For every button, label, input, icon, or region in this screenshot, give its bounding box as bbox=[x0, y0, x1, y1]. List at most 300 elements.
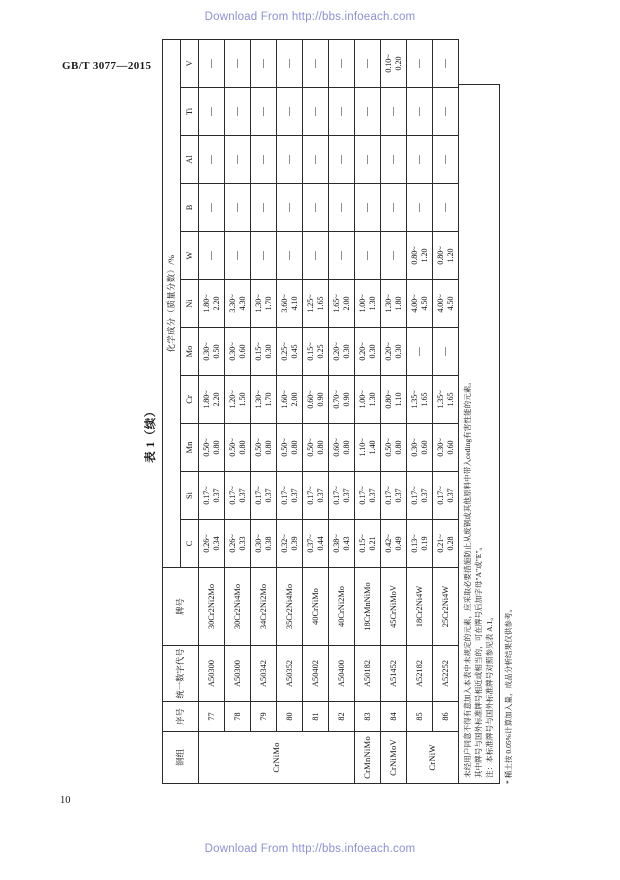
value-range-part: 0.30 bbox=[393, 344, 403, 359]
cell-steel-grade: 18Cr2Ni4W bbox=[407, 568, 433, 646]
table-body bbox=[199, 39, 459, 783]
header-element-cr: Cr bbox=[181, 376, 199, 424]
cell-element-ti bbox=[355, 88, 381, 136]
cell-element-cr bbox=[225, 376, 251, 424]
value-not-specified: — bbox=[232, 58, 243, 68]
cell-element-c bbox=[303, 520, 329, 568]
cell-element-ni bbox=[407, 280, 433, 328]
value-range-part: 0.15~ bbox=[254, 342, 264, 361]
value-range-part: 0.80 bbox=[393, 440, 403, 455]
value-range-part: 0.70~ bbox=[332, 390, 342, 409]
value-range-part: 0.17~ bbox=[410, 486, 420, 505]
value-not-specified: — bbox=[206, 58, 217, 68]
cell-element-mn bbox=[199, 424, 225, 472]
value-range-part: 0.37 bbox=[237, 488, 247, 503]
value-range-part: 0.30~ bbox=[202, 342, 212, 361]
cell-unified-code: A50300 bbox=[199, 646, 225, 702]
footnote-star: * 稀土按 0.05%计算加入量，成品分析结果仅供参考。 bbox=[504, 604, 513, 784]
cell-unified-code: A50402 bbox=[303, 646, 329, 702]
cell-element-w bbox=[277, 232, 303, 280]
value-range-part: 0.37 bbox=[289, 488, 299, 503]
value-not-specified: — bbox=[206, 155, 217, 164]
table-row bbox=[433, 39, 459, 783]
cell-element-mn bbox=[407, 424, 433, 472]
value-not-specified: — bbox=[336, 107, 347, 116]
cell-element-si bbox=[303, 472, 329, 520]
value-range-part: 0.30~ bbox=[410, 438, 420, 457]
value-range-part: 1.65 bbox=[445, 392, 455, 407]
value-range-part: 4.50 bbox=[419, 296, 429, 311]
header-element-b: B bbox=[181, 184, 199, 232]
value-range-part: 0.50 bbox=[211, 344, 221, 359]
value-range-part: 0.21 bbox=[367, 536, 377, 551]
watermark-bottom: Download From http://bbs.infoeach.com bbox=[204, 843, 416, 855]
value-not-specified: — bbox=[284, 155, 295, 164]
value-not-specified: — bbox=[362, 58, 373, 68]
cell-element-ti bbox=[433, 88, 459, 136]
cell-element-ti bbox=[407, 88, 433, 136]
value-range-part: 0.17~ bbox=[332, 486, 342, 505]
cell-steel-grade: 25Cr2Ni4W bbox=[433, 568, 459, 646]
value-range-part: 4.10 bbox=[289, 296, 299, 311]
cell-element-v bbox=[251, 39, 277, 87]
value-range-part: 0.90 bbox=[341, 392, 351, 407]
cell-sequence-number: 83 bbox=[355, 702, 381, 732]
value-range-part: 0.60 bbox=[445, 440, 455, 455]
cell-element-cr bbox=[251, 376, 277, 424]
value-range-part: 0.17~ bbox=[436, 486, 446, 505]
table-row bbox=[381, 39, 407, 783]
value-range-part: 0.50~ bbox=[306, 438, 316, 457]
cell-unified-code: A50182 bbox=[355, 646, 381, 702]
cell-element-c bbox=[407, 520, 433, 568]
cell-element-mo bbox=[407, 328, 433, 376]
value-range-part: 2.00 bbox=[289, 392, 299, 407]
cell-steel-grade: 40CrNiMo bbox=[303, 568, 329, 646]
value-range-part: 0.15~ bbox=[358, 534, 368, 553]
cell-element-cr bbox=[355, 376, 381, 424]
cell-element-cr bbox=[303, 376, 329, 424]
cell-element-ti bbox=[303, 88, 329, 136]
cell-steel-group: CrNiMoV bbox=[381, 732, 407, 784]
value-range-part: 1.00~ bbox=[358, 294, 368, 313]
value-range-part: 4.30 bbox=[237, 296, 247, 311]
cell-element-b bbox=[303, 184, 329, 232]
table-row bbox=[277, 39, 303, 783]
value-range-part: 3.60~ bbox=[280, 294, 290, 313]
value-range-part: 1.30~ bbox=[384, 294, 394, 313]
cell-element-ti bbox=[199, 88, 225, 136]
value-not-specified: — bbox=[362, 251, 373, 260]
value-range-part: 0.30 bbox=[341, 344, 351, 359]
value-range-part: 1.20 bbox=[419, 248, 429, 263]
table-row bbox=[199, 39, 225, 783]
cell-element-ni bbox=[303, 280, 329, 328]
header-element-w: W bbox=[181, 232, 199, 280]
value-range-part: 0.10~ bbox=[384, 54, 394, 73]
value-range-part: 0.21~ bbox=[436, 534, 446, 553]
rotated-table-stage bbox=[142, 54, 562, 784]
header-element-ni: Ni bbox=[181, 280, 199, 328]
cell-sequence-number: 82 bbox=[329, 702, 355, 732]
value-not-specified: — bbox=[232, 251, 243, 260]
value-range-part: 0.37 bbox=[263, 488, 273, 503]
value-range-part: 0.15~ bbox=[306, 342, 316, 361]
value-range-part: 1.20~ bbox=[228, 390, 238, 409]
value-range-part: 1.80 bbox=[393, 296, 403, 311]
cell-element-v bbox=[407, 39, 433, 87]
value-range-part: 1.10~ bbox=[358, 438, 368, 457]
value-range-part: 1.25~ bbox=[306, 294, 316, 313]
cell-element-si bbox=[355, 472, 381, 520]
cell-element-w bbox=[199, 232, 225, 280]
header-element-si: Si bbox=[181, 472, 199, 520]
cell-element-mn bbox=[277, 424, 303, 472]
value-not-specified: — bbox=[388, 155, 399, 164]
cell-element-w bbox=[355, 232, 381, 280]
table-note: 注：本标准牌号与国外标准牌号对照参见表 A.1。 bbox=[485, 613, 494, 778]
cell-element-al bbox=[329, 136, 355, 184]
cell-steel-grade: 30Cr2Ni4Mo bbox=[225, 568, 251, 646]
cell-element-cr bbox=[381, 376, 407, 424]
cell-element-w bbox=[329, 232, 355, 280]
value-not-specified: — bbox=[206, 251, 217, 260]
cell-element-v bbox=[225, 39, 251, 87]
value-not-specified: — bbox=[284, 203, 295, 212]
value-range-part: 0.50~ bbox=[254, 438, 264, 457]
value-range-part: 0.17~ bbox=[228, 486, 238, 505]
table-row bbox=[225, 39, 251, 783]
cell-element-b bbox=[199, 184, 225, 232]
value-not-specified: — bbox=[414, 155, 425, 164]
value-range-part: 1.65 bbox=[419, 392, 429, 407]
cell-element-b bbox=[433, 184, 459, 232]
cell-steel-grade: 35Cr2Ni4Mo bbox=[277, 568, 303, 646]
value-not-specified: — bbox=[206, 107, 217, 116]
value-range-part: 3.30~ bbox=[228, 294, 238, 313]
cell-element-mo bbox=[381, 328, 407, 376]
value-range-part: 1.80~ bbox=[202, 390, 212, 409]
cell-element-c bbox=[225, 520, 251, 568]
value-not-specified: — bbox=[336, 251, 347, 260]
value-range-part: 0.13~ bbox=[410, 534, 420, 553]
value-range-part: 1.10 bbox=[393, 392, 403, 407]
value-not-specified: — bbox=[388, 203, 399, 212]
cell-element-w bbox=[225, 232, 251, 280]
cell-steel-grade: 18CrMnNiMo bbox=[355, 568, 381, 646]
value-range-part: 0.80 bbox=[289, 440, 299, 455]
value-range-part: 0.37 bbox=[445, 488, 455, 503]
cell-element-v bbox=[199, 39, 225, 87]
cell-element-mn bbox=[303, 424, 329, 472]
value-range-part: 0.39 bbox=[289, 536, 299, 551]
cell-element-v bbox=[355, 39, 381, 87]
table-note: 其中牌号与国外标准牌号相近或相当的，可在牌号后加字母"A"或"E"。 bbox=[474, 542, 483, 778]
value-range-part: 0.37 bbox=[367, 488, 377, 503]
cell-element-ti bbox=[381, 88, 407, 136]
cell-element-w bbox=[251, 232, 277, 280]
value-range-part: 0.20~ bbox=[384, 342, 394, 361]
cell-unified-code: A52182 bbox=[407, 646, 433, 702]
value-range-part: 0.30 bbox=[263, 344, 273, 359]
value-range-part: 1.65~ bbox=[332, 294, 342, 313]
value-not-specified: — bbox=[414, 347, 425, 356]
value-range-part: 0.80~ bbox=[436, 246, 446, 265]
header-element-ti: Ti bbox=[181, 88, 199, 136]
cell-element-c bbox=[381, 520, 407, 568]
value-not-specified: — bbox=[362, 203, 373, 212]
cell-element-mn bbox=[355, 424, 381, 472]
cell-sequence-number: 85 bbox=[407, 702, 433, 732]
cell-element-mo bbox=[225, 328, 251, 376]
value-range-part: 4.50 bbox=[445, 296, 455, 311]
cell-steel-grade: 34Cr2Ni2Mo bbox=[251, 568, 277, 646]
cell-element-c bbox=[199, 520, 225, 568]
cell-element-si bbox=[251, 472, 277, 520]
cell-element-ni bbox=[225, 280, 251, 328]
table-title: 表 1（续） bbox=[145, 405, 157, 463]
value-range-part: 4.00~ bbox=[436, 294, 446, 313]
value-range-part: 0.34 bbox=[211, 536, 221, 551]
table-row bbox=[303, 39, 329, 783]
cell-sequence-number: 81 bbox=[303, 702, 329, 732]
value-range-part: 0.80 bbox=[211, 440, 221, 455]
value-not-specified: — bbox=[206, 203, 217, 212]
cell-element-c bbox=[277, 520, 303, 568]
cell-element-b bbox=[407, 184, 433, 232]
value-not-specified: — bbox=[232, 107, 243, 116]
header-element-al: Al bbox=[181, 136, 199, 184]
value-range-part: 0.20 bbox=[393, 56, 403, 71]
cell-steel-grade: 30Cr2Ni2Mo bbox=[199, 568, 225, 646]
value-range-part: 0.33 bbox=[237, 536, 247, 551]
cell-element-si bbox=[199, 472, 225, 520]
cell-element-ni bbox=[381, 280, 407, 328]
cell-element-al bbox=[381, 136, 407, 184]
value-range-part: 0.28 bbox=[445, 536, 455, 551]
cell-element-mn bbox=[251, 424, 277, 472]
value-range-part: 0.38 bbox=[263, 536, 273, 551]
watermark-top: Download From http://bbs.infoeach.com bbox=[204, 11, 416, 23]
cell-element-ti bbox=[277, 88, 303, 136]
cell-element-mo bbox=[277, 328, 303, 376]
cell-element-si bbox=[381, 472, 407, 520]
cell-element-ti bbox=[225, 88, 251, 136]
cell-sequence-number: 84 bbox=[381, 702, 407, 732]
cell-element-w bbox=[433, 232, 459, 280]
chemical-composition-table bbox=[162, 39, 459, 784]
value-range-part: 0.25 bbox=[315, 344, 325, 359]
cell-element-cr bbox=[277, 376, 303, 424]
value-range-part: 0.32~ bbox=[280, 534, 290, 553]
cell-element-w bbox=[303, 232, 329, 280]
table-notes bbox=[459, 84, 500, 784]
value-range-part: 0.37 bbox=[341, 488, 351, 503]
header-code: 统一数字代号 bbox=[163, 646, 199, 702]
value-not-specified: — bbox=[310, 251, 321, 260]
value-range-part: 2.00 bbox=[341, 296, 351, 311]
cell-element-ni bbox=[355, 280, 381, 328]
value-range-part: 0.26~ bbox=[202, 534, 212, 553]
cell-steel-grade: 40CrNi2Mo bbox=[329, 568, 355, 646]
value-not-specified: — bbox=[362, 107, 373, 116]
cell-element-ni bbox=[199, 280, 225, 328]
value-not-specified: — bbox=[258, 203, 269, 212]
value-range-part: 0.26~ bbox=[228, 534, 238, 553]
value-range-part: 1.30 bbox=[367, 392, 377, 407]
value-range-part: 0.80~ bbox=[410, 246, 420, 265]
table-row bbox=[329, 39, 355, 783]
header-element-v: V bbox=[181, 39, 199, 87]
cell-element-si bbox=[329, 472, 355, 520]
table-note: 未经用户同意不得有意加入本表中未规定的元素，应采取必要措施防止从废钢或其他原料中带入ceding有害性能的元素。 bbox=[463, 378, 472, 778]
cell-element-ni bbox=[277, 280, 303, 328]
value-range-part: 1.50 bbox=[237, 392, 247, 407]
value-range-part: 0.37 bbox=[315, 488, 325, 503]
value-not-specified: — bbox=[336, 58, 347, 68]
value-not-specified: — bbox=[336, 155, 347, 164]
cell-element-v bbox=[277, 39, 303, 87]
cell-element-c bbox=[433, 520, 459, 568]
cell-element-v bbox=[433, 39, 459, 87]
value-not-specified: — bbox=[284, 107, 295, 116]
cell-element-al bbox=[433, 136, 459, 184]
cell-element-c bbox=[329, 520, 355, 568]
cell-element-al bbox=[251, 136, 277, 184]
value-not-specified: — bbox=[258, 155, 269, 164]
header-seq: 序号 bbox=[163, 702, 199, 732]
cell-element-mo bbox=[329, 328, 355, 376]
cell-sequence-number: 78 bbox=[225, 702, 251, 732]
value-range-part: 0.25~ bbox=[280, 342, 290, 361]
value-not-specified: — bbox=[284, 251, 295, 260]
value-range-part: 0.45 bbox=[289, 344, 299, 359]
value-not-specified: — bbox=[232, 155, 243, 164]
header-element-c: C bbox=[181, 520, 199, 568]
cell-element-ni bbox=[251, 280, 277, 328]
value-range-part: 4.00~ bbox=[410, 294, 420, 313]
cell-element-w bbox=[407, 232, 433, 280]
cell-unified-code: A50342 bbox=[251, 646, 277, 702]
value-range-part: 1.30 bbox=[367, 296, 377, 311]
header-grade: 牌号 bbox=[163, 568, 199, 646]
cell-steel-group: CrMnNiMo bbox=[355, 732, 381, 784]
page-number: 10 bbox=[60, 795, 71, 806]
cell-element-al bbox=[225, 136, 251, 184]
cell-element-mn bbox=[225, 424, 251, 472]
cell-unified-code: A52252 bbox=[433, 646, 459, 702]
cell-element-v bbox=[381, 39, 407, 87]
cell-element-mo bbox=[199, 328, 225, 376]
value-range-part: 0.80 bbox=[237, 440, 247, 455]
cell-element-v bbox=[329, 39, 355, 87]
cell-element-cr bbox=[329, 376, 355, 424]
header-element-mo: Mo bbox=[181, 328, 199, 376]
cell-element-ti bbox=[251, 88, 277, 136]
cell-element-ni bbox=[433, 280, 459, 328]
cell-steel-group: CrNiW bbox=[407, 732, 459, 784]
value-range-part: 0.17~ bbox=[358, 486, 368, 505]
value-range-part: 0.80 bbox=[315, 440, 325, 455]
value-range-part: 0.17~ bbox=[202, 486, 212, 505]
table-row bbox=[251, 39, 277, 783]
cell-unified-code: A50300 bbox=[225, 646, 251, 702]
cell-element-si bbox=[277, 472, 303, 520]
cell-element-mo bbox=[355, 328, 381, 376]
value-range-part: 0.44 bbox=[315, 536, 325, 551]
value-range-part: 1.00~ bbox=[358, 390, 368, 409]
value-range-part: 0.30~ bbox=[436, 438, 446, 457]
value-range-part: 2.20 bbox=[211, 296, 221, 311]
value-not-specified: — bbox=[258, 251, 269, 260]
value-not-specified: — bbox=[258, 107, 269, 116]
cell-element-mo bbox=[251, 328, 277, 376]
header-group: 钢组 bbox=[163, 732, 199, 784]
value-range-part: 0.30~ bbox=[228, 342, 238, 361]
cell-element-cr bbox=[407, 376, 433, 424]
cell-element-si bbox=[433, 472, 459, 520]
cell-element-mn bbox=[381, 424, 407, 472]
cell-element-si bbox=[407, 472, 433, 520]
value-range-part: 0.80~ bbox=[384, 390, 394, 409]
cell-element-v bbox=[303, 39, 329, 87]
value-range-part: 0.20~ bbox=[358, 342, 368, 361]
running-head: GB/T 3077—2015 bbox=[62, 60, 152, 72]
value-range-part: 0.37 bbox=[419, 488, 429, 503]
value-not-specified: — bbox=[440, 155, 451, 164]
value-range-part: 1.30~ bbox=[254, 294, 264, 313]
value-range-part: 1.65 bbox=[315, 296, 325, 311]
table-row bbox=[407, 39, 433, 783]
value-range-part: 0.50~ bbox=[280, 438, 290, 457]
value-not-specified: — bbox=[362, 155, 373, 164]
value-range-part: 0.50~ bbox=[228, 438, 238, 457]
cell-element-c bbox=[251, 520, 277, 568]
cell-element-al bbox=[277, 136, 303, 184]
table-row bbox=[355, 39, 381, 783]
value-range-part: 0.17~ bbox=[280, 486, 290, 505]
value-not-specified: — bbox=[310, 58, 321, 68]
value-range-part: 0.60 bbox=[419, 440, 429, 455]
value-range-part: 0.37 bbox=[393, 488, 403, 503]
value-range-part: 0.37~ bbox=[306, 534, 316, 553]
value-not-specified: — bbox=[414, 107, 425, 116]
value-range-part: 2.20 bbox=[211, 392, 221, 407]
value-range-part: 0.20~ bbox=[332, 342, 342, 361]
value-not-specified: — bbox=[414, 203, 425, 212]
value-not-specified: — bbox=[440, 347, 451, 356]
value-range-part: 0.42~ bbox=[384, 534, 394, 553]
value-not-specified: — bbox=[310, 203, 321, 212]
cell-unified-code: A51452 bbox=[381, 646, 407, 702]
value-range-part: 0.17~ bbox=[306, 486, 316, 505]
header-chemical-composition: 化学成分（质量分数）/% bbox=[163, 39, 181, 567]
cell-element-cr bbox=[433, 376, 459, 424]
value-range-part: 1.35~ bbox=[436, 390, 446, 409]
value-range-part: 0.30 bbox=[367, 344, 377, 359]
cell-element-mn bbox=[329, 424, 355, 472]
value-range-part: 1.70 bbox=[263, 296, 273, 311]
value-range-part: 0.60~ bbox=[332, 438, 342, 457]
cell-element-c bbox=[355, 520, 381, 568]
value-not-specified: — bbox=[284, 58, 295, 68]
cell-sequence-number: 77 bbox=[199, 702, 225, 732]
value-range-part: 0.30~ bbox=[254, 534, 264, 553]
value-range-part: 1.60~ bbox=[280, 390, 290, 409]
value-range-part: 0.60 bbox=[237, 344, 247, 359]
value-range-part: 0.43 bbox=[341, 536, 351, 551]
value-range-part: 0.50~ bbox=[202, 438, 212, 457]
